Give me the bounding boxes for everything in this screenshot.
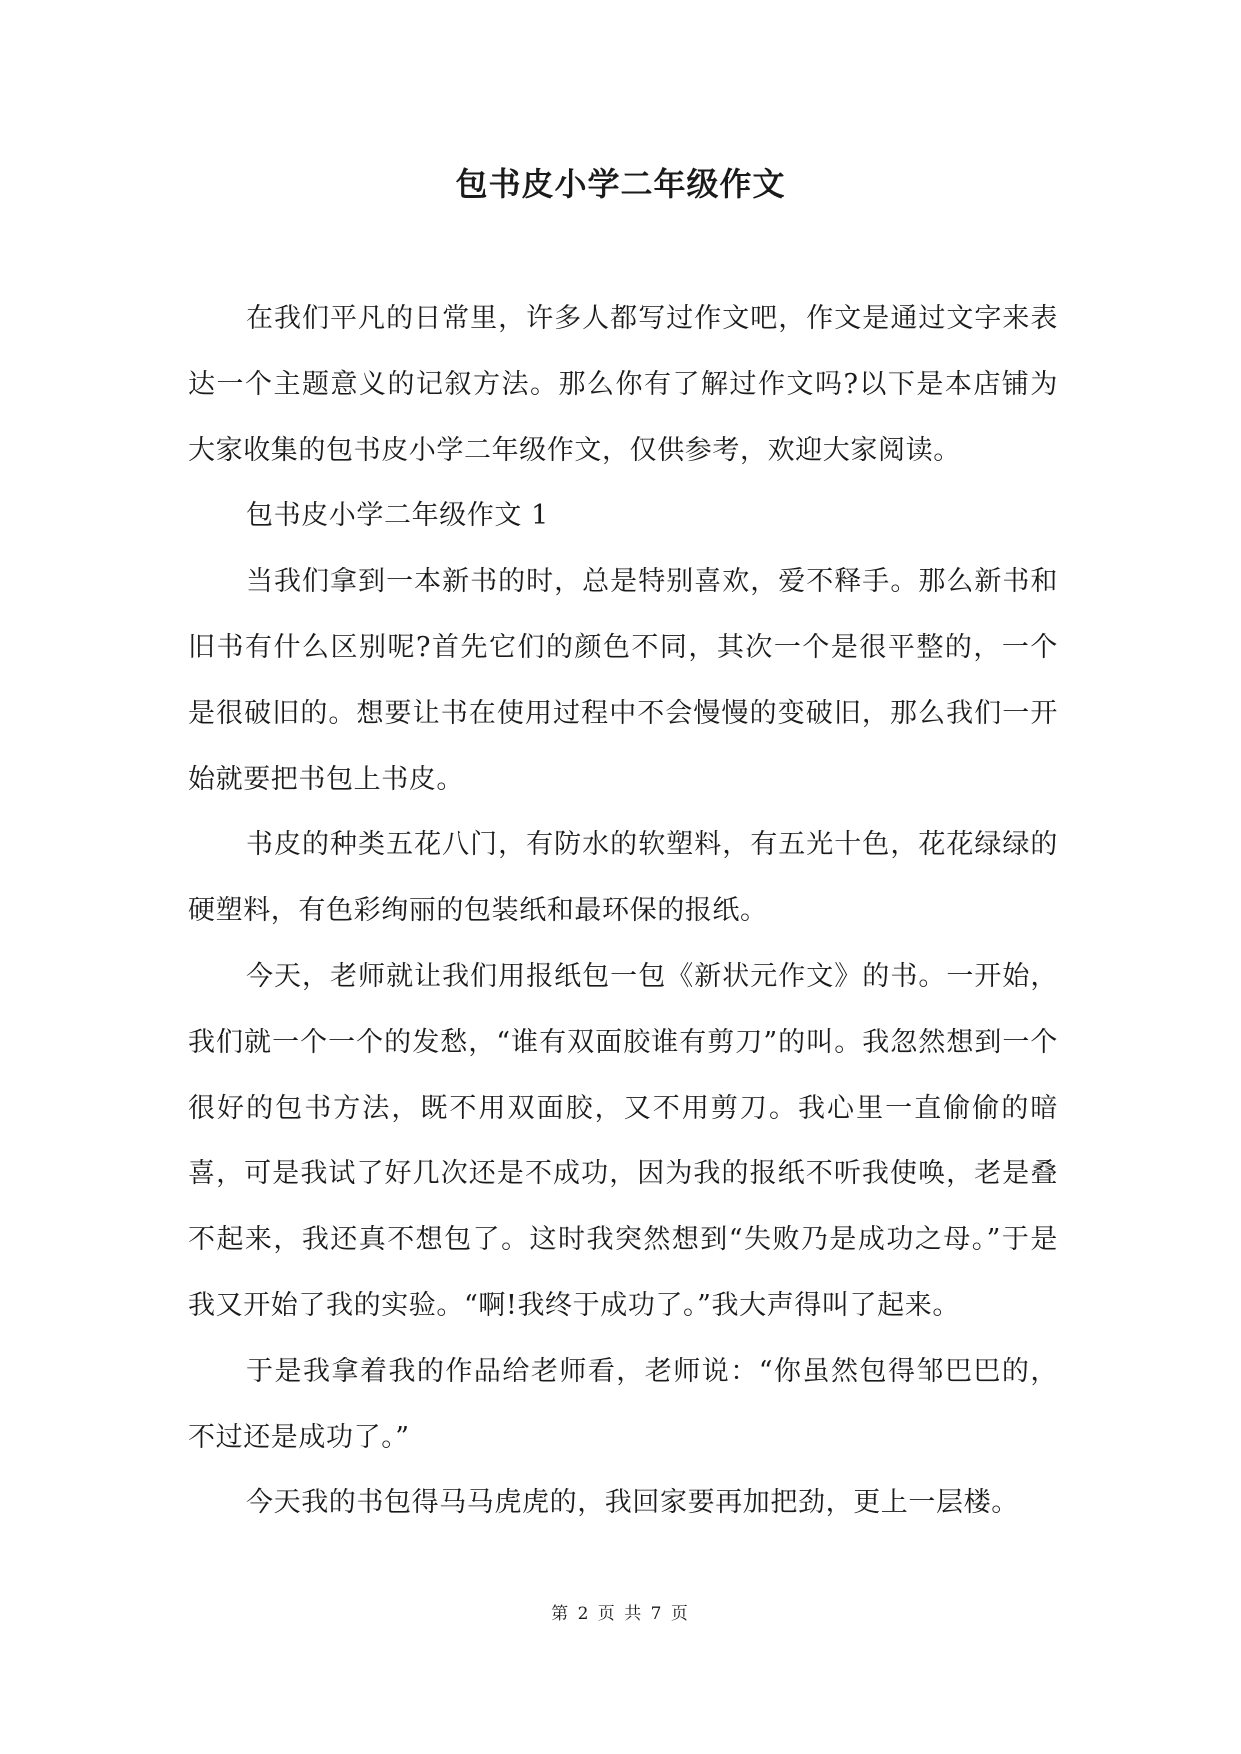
paragraph-wrapping-story: 今天，老师就让我们用报纸包一包《新状元作文》的书。一开始，我们就一个一个的发愁，“谁有双面胶谁有剪刀”的叫。我忽然想到一个很好的包书方法，既不用双面胶，又不用剪刀。我心里一直偷偷的暗喜，可是我试了好几次还是不成功，因为我的报纸不听我使唤，老是叠不起来，我还真不想包了。这时我突然想到“失败乃是成功之母。”于是我又开始了我的实验。“啊!我终于成功了。”我大声得叫了起来。 xyxy=(188,960,1058,1321)
document-body xyxy=(188,286,1058,1536)
paragraph-new-book: 当我们拿到一本新书的时，总是特别喜欢，爱不释手。那么新书和旧书有什么区别呢?首先它们的颜色不同，其次一个是很平整的，一个是很破旧的。想要让书在使用过程中不会慢慢的变破旧，那么我们一开始就要把书包上书皮。 xyxy=(188,566,1058,795)
page-footer: 第 2 页 共 7 页 xyxy=(551,1604,690,1624)
paragraph-teacher-comment: 于是我拿着我的作品给老师看，老师说：“你虽然包得邹巴巴的，不过还是成功了。” xyxy=(188,1355,1058,1453)
paragraph-intro: 在我们平凡的日常里，许多人都写过作文吧，作文是通过文字来表达一个主题意义的记叙方法。那么你有了解过作文吗?以下是本店铺为大家收集的包书皮小学二年级作文，仅供参考，欢迎大家阅读。 xyxy=(188,303,1058,466)
paragraph-cover-types: 书皮的种类五花八门，有防水的软塑料，有五光十色，花花绿绿的硬塑料，有色彩绚丽的包装纸和最环保的报纸。 xyxy=(188,829,1058,927)
section-heading: 包书皮小学二年级作文 1 xyxy=(246,500,549,532)
paragraph-conclusion: 今天我的书包得马马虎虎的，我回家要再加把劲，更上一层楼。 xyxy=(246,1487,1019,1519)
document-title: 包书皮小学二年级作文 xyxy=(455,165,786,203)
